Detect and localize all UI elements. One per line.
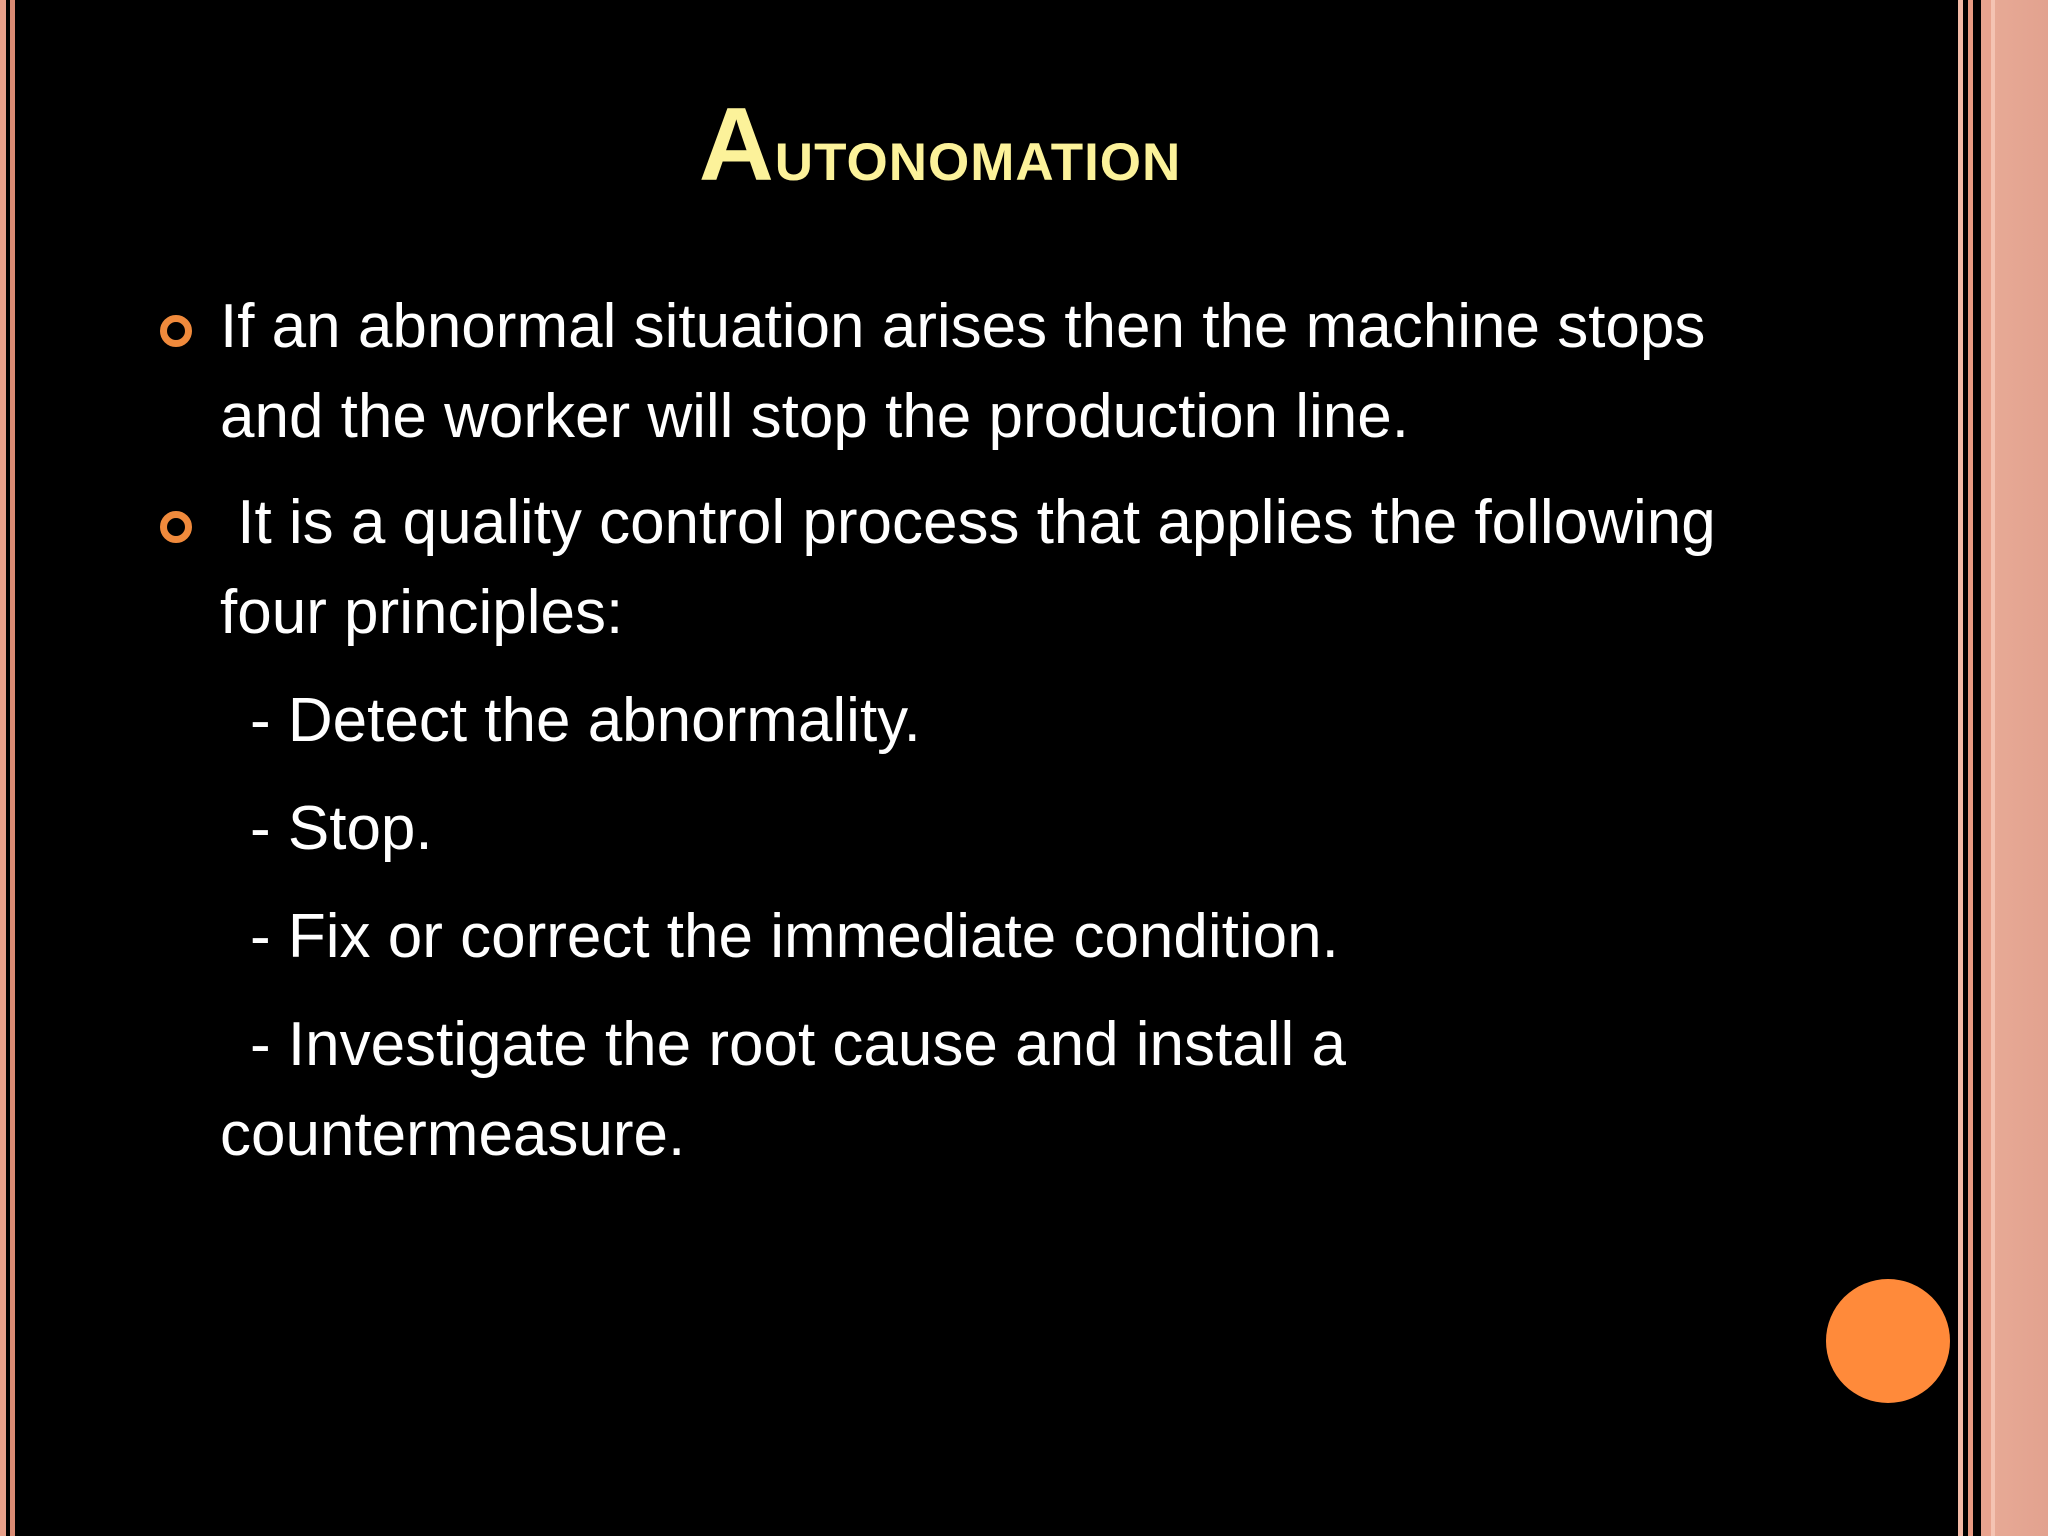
left-border-gap [15, 0, 21, 1536]
circle-bullet-icon [160, 315, 192, 347]
bullet-text: It is a quality control process that applies the following four principles: [220, 488, 1733, 647]
circle-bullet-icon [160, 511, 192, 543]
slide-title: Autonomation [698, 87, 1182, 203]
bullet-text: If an abnormal situation arises then the machine stops and the worker will stop the production line. [220, 292, 1706, 451]
bullet-item [160, 282, 1720, 462]
principle-item: - Stop. [250, 794, 433, 863]
bullet-item [160, 478, 1733, 658]
decorative-orange-circle [1826, 1279, 1950, 1403]
principle-item: - Detect the abnormality. [250, 686, 921, 755]
principle-item: - Investigate the root cause and install a countermeasure. [220, 1010, 1346, 1169]
right-border-stripe [1981, 0, 1991, 1536]
right-border-band [1995, 0, 2048, 1536]
principle-item: - Fix or correct the immediate condition. [250, 902, 1339, 971]
slide-body [160, 282, 1733, 1180]
right-border-gap [1973, 0, 1981, 1536]
